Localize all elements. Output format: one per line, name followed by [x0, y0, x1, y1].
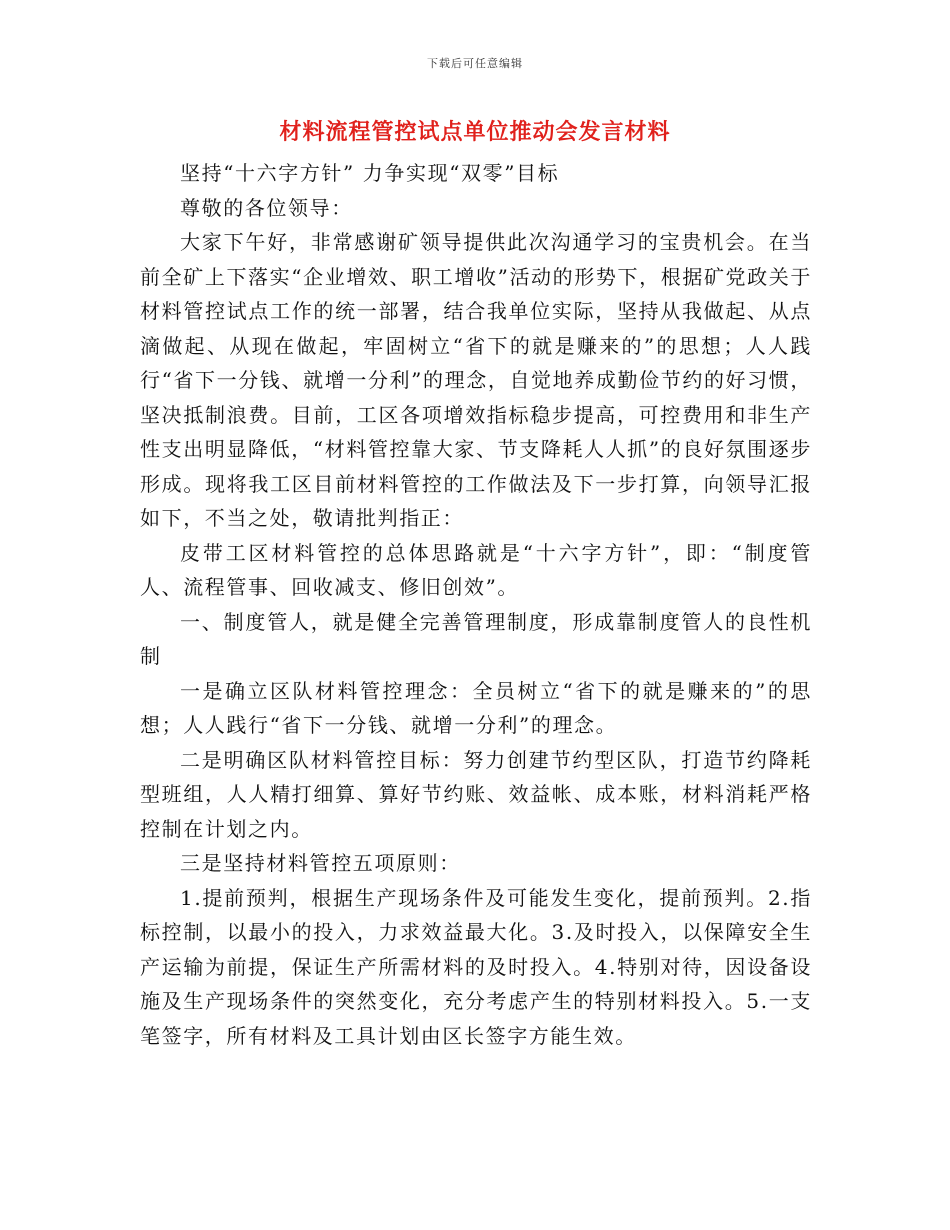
body-paragraph: 三是坚持材料管控五项原则： [180, 851, 461, 875]
body-paragraph: 一是确立区队材料管控理念：全员树立“省下的就是赚来的”的思想；人人践行“省下一分钱、就增一分利”的理念。 [140, 678, 812, 737]
header-note: 下载后可任意编辑 [427, 57, 523, 70]
body-paragraph: 二是明确区队材料管控目标：努力创建节约型区队，打造节约降耗型班组，人人精打细算、算好节约账、效益帐、成本账，材料消耗严格控制在计划之内。 [140, 747, 812, 841]
body-paragraph: 皮带工区材料管控的总体思路就是“十六字方针”，即：“制度管人、流程管事、回收减支、修旧创效”。 [140, 540, 812, 599]
document-title: 材料流程管控试点单位推动会发言材料 [279, 119, 671, 145]
section-heading: 一、制度管人，就是健全完善管理制度，形成靠制度管人的良性机制 [140, 609, 812, 668]
salutation-paragraph: 尊敬的各位领导： [180, 195, 353, 220]
document-body [140, 156, 812, 1053]
body-paragraph: 大家下午好，非常感谢矿领导提供此次沟通学习的宝贵机会。在当前全矿上下落实“企业增效、职工增收”活动的形势下，根据矿党政关于材料管控试点工作的统一部署，结合我单位实际，坚持从我做起、从点滴做起、从现在做起，牢固树立“省下的就是赚来的”的思想；人人践行“省下一分钱、就增一分利”的理念，自觉地养成勤俭节约的好习惯，坚决抵制浪费。目前，工区各项增效指标稳步提高，可控费用和非生产性支出明显降低，“材料管控靠大家、节支降耗人人抓”的良好氛围逐步形成。现将我工区目前材料管控的工作做法及下一步打算，向领导汇报如下，不当之处，敬请批判指正： [140, 230, 812, 530]
subtitle-paragraph: 坚持“十六字方针” 力争实现“双零”目标 [180, 161, 560, 185]
body-paragraph: 1.提前预判，根据生产现场条件及可能发生变化，提前预判。2.指标控制，以最小的投入，力求效益最大化。3.及时投入，以保障安全生产运输为前提，保证生产所需材料的及时投入。4.特别对待，因设备设施及生产现场条件的突然变化，充分考虑产生的特别材料投入。5.一支笔签字，所有材料及工具计划由区长签字方能生效。 [140, 885, 812, 1048]
